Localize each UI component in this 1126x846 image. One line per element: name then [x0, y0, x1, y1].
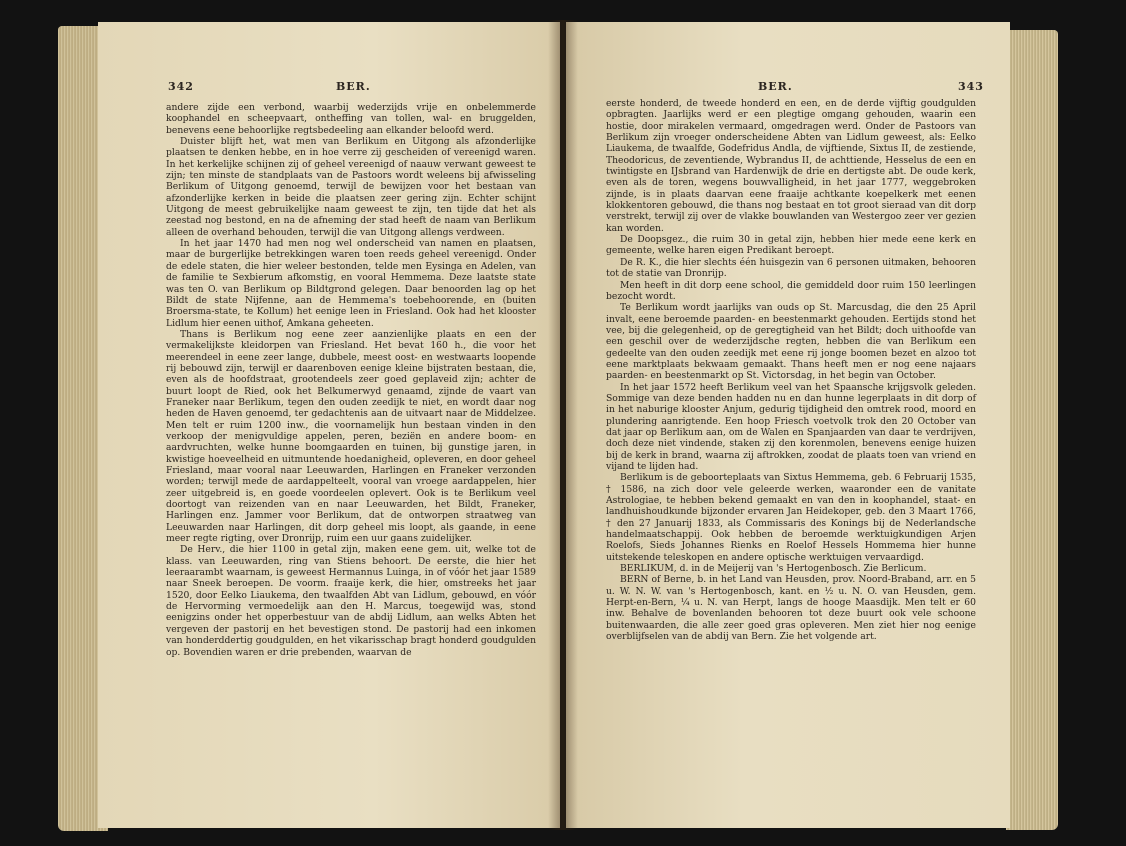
running-head-right: BER.	[758, 80, 793, 93]
book-gutter	[548, 20, 578, 830]
paragraph: BERLIKUM, d. in de Meijerij van 's Hertogenbosch. Zie Berlicum.	[620, 563, 927, 575]
paragraph: Duister blijft het, wat men van Berlikum en Uitgong als afzonderlijke plaatsen te denken hebbe, en in hoe verre zij gescheiden of vereenigd waren. In het kerkelijke schijnen zij of geheel vereenigd of naauw verwant geweest te zijn; ten minste de standplaats van de Pastoors wordt weleens bij afwisseling Berlikum of Uitgong genoemd, terwijl de bewijzen voor het bestaan van afzonderlijke kerken in beide die plaatsen zeer gering zijn. Echter schijnt Uitgong de meest gebruikelijke naam geweest te zijn, ten tijde dat het als zeestad nog bestond, en na de afneming der stad heeft de naam van Berlikum alleen de overhand behouden, terwijl die van Uitgong allengs verdween.	[166, 136, 536, 238]
page-number-left: 342	[168, 80, 194, 93]
left-page-text	[166, 102, 536, 658]
paragraph: eerste honderd, de tweede honderd en een, en de derde vijftig goudgulden opbragten. Jaarlijks werd er een plegtige omgang gehouden, waarin een hostie, door mirakelen vermaard, omgedragen werd. Onder de Pastoors van Berlikum zijn vroeger onderscheidene Abten van Lidlum geweest, als: Eelko Liaukema, de twaalfde, Godefridus Andla, de vijftiende, Sixtus II, de zestiende, Theodoricus, de zeventiende, Wybrandus II, de achttiende, Hesselus de een en twintigste en IJsbrand van Hardenwijk de drie en dertigste abt. De oude kerk, even als de toren, wegens bouwvalligheid, in het jaar 1777, weggebroken zijnde, is in plaats daarvan eene fraaije achtkante koepelkerk met eenen klokkentoren gebouwd, die thans nog bestaat en tot groot sieraad van dit dorp verstrekt, terwijl zij over de vlakke bouwlanden van Westergoo zeer ver gezien kan worden.	[606, 98, 976, 234]
paragraph: De Doopsgez., die ruim 30 in getal zijn, hebben hier mede eene kerk en gemeente, welke haren eigen Predikant beroept.	[606, 234, 976, 257]
paragraph: De Herv., die hier 1100 in getal zijn, maken eene gem. uit, welke tot de klass. van Leeuwarden, ring van Stiens behoort. De eerste, die hier het leeraarambt waarnam, is geweest Hermannus Luinga, in of vóór het jaar 1589 naar Sneek beroepen. De voorm. fraaije kerk, die hier, omstreeks het jaar 1520, door Eelko Liaukema, den twaalfden Abt van Lidlum, gebouwd, en vóór de Hervorming vermoedelijk aan den H. Marcus, toegewijd was, stond eenigzins onder het opperbestuur van de abdij Lidlum, aan welks Abten het vergeven der pastorij en het bevestigen stond. De pastorij had een inkomen van honderddertig goudgulden, en het vikarisschap bragt honderd goudgulden op. Bovendien waren er drie prebenden, waarvan de	[166, 544, 536, 658]
paragraph: In het jaar 1470 had men nog wel onderscheid van namen en plaatsen, maar de burgerlijke betrekkingen waren toen reeds geheel vereenigd. Onder de edele staten, die hier weleer bestonden, telde men Eysinga en Adelen, van de familie te Sexbierum afkomstig, en vooral Hemmema. Deze laatste state was ten O. van Berlikum op Bildtgrond gelegen. Daar benoorden lag op het Bildt de state Nijfenne, aan de Hemmema's toebehoorende, en (buiten Broersma-state, te Kollum) het eenige leen in Friesland. Ook had het klooster Lidlum hier eenen uithof, Amkana geheeten.	[166, 238, 536, 329]
page-number-right: 343	[958, 80, 984, 93]
left-page	[98, 22, 560, 828]
paragraph: Te Berlikum wordt jaarlijks van ouds op St. Marcusdag, die den 25 April invalt, eene beroemde paarden- en beestenmarkt gehouden. Eertijds stond het vee, bij die gelegenheid, op de geregtigheid van het Bildt; doch uithoofde van een geschil over de wederzijdsche regten, hebben die van Berlikum een gedeelte van den ouden zeedijk met eene rij jonge boomen bezet en alzoo tot eene marktplaats bekwaam gemaakt. Thans heeft men er nog eene najaars paarden- en beestenmarkt op St. Victorsdag, in het begin van October.	[606, 302, 976, 382]
paragraph: Men heeft in dit dorp eene school, die gemiddeld door ruim 150 leerlingen bezocht wordt.	[606, 279, 976, 302]
paragraph: In het jaar 1572 heeft Berlikum veel van het Spaansche krijgsvolk geleden. Sommige van deze benden hadden nu en dan hunne legerplaats in dit dorp of in het naburige klooster Anjum, gedurig tijdigheid den omtrek rood, moord en plundering aanrigtende. Een hoop Friesch voetvolk trok den 20 October van dat jaar op Berlikum aan, om de Walen en Spanjaarden van daar te verdrijven, doch deze niet vindende, staken zij den korenmolen, benevens eenige huizen bij de kerk in brand, waarna zij aftrokken, zoodat de plaats toen van vriend en vijand te lijden had.	[606, 381, 976, 472]
right-page-text	[606, 98, 976, 643]
paragraph: BERN of Berne, b. in het Land van Heusden, prov. Noord-Braband, arr. en 5 u. W. N. W. van 's Hertogenbosch, kant. en ½ u. N. O. van Heusden, gem. Herpt-en-Bern, ¼ u. N. van Herpt, langs de hooge Maasdijk. Men telt er 60 inw. Behalve de bovenlanden behooren tot deze buurt ook vele schoone buitenwaarden, die alle zeer goed gras opleveren. Men ziet hier nog eenige overblijfselen van de abdij van Bern. Zie het volgende art.	[606, 574, 976, 643]
paragraph: andere zijde een verbond, waarbij wederzijds vrije en onbelemmerde koophandel en scheepvaart, ontheffing van tollen, wal- en bruggelden, benevens eene behoorlijke regtsbedeeling aan elkander beloofd werd.	[166, 102, 536, 136]
right-page	[566, 22, 1010, 828]
page-edges-right	[1006, 30, 1058, 830]
paragraph: Thans is Berlikum nog eene zeer aanzienlijke plaats en een der vermakelijkste kleidorpen van Friesland. Het bevat 160 h., die voor het meerendeel in eene zeer lange, dubbele, meest oost- en westwaarts loopende rij bebouwd zijn, terwijl er daarenboven eenige kleine bijstraten bestaan, die, even als de hoofdstraat, grootendeels zeer goed geplaveid zijn; achter de buurt loopt de Ried, ook het Belkumerwyd genaamd, zijnde de vaart van Franeker naar Berlikum, tegen den ouden zeedijk te niet, en wordt daar nog heden de Haven genoemd, ter gedachtenis aan de uitvaart naar de Middelzee. Men telt er ruim 1200 inw., die voornamelijk hun bestaan vinden in den verkoop der menigvuldige appelen, peren, beziën en andere boom- en aardvruchten, welke hunne boomgaarden en tuinen, bij gunstige jaren, in kwistige hoeveelheid en uitmuntende hoedanigheid, opleveren, en door geheel Friesland, maar vooral naar Leeuwarden, Harlingen en Franeker verzonden worden; terwijl mede de aardappelteelt, vooral van vroege aardappelen, hier zeer uitgebreid is, en goede voordeelen oplevert. Ook is te Berlikum veel doortogt van reizenden van en naar Leeuwarden, het Bildt, Franeker, Harlingen enz. Jammer voor Berlikum, dat de ontworpen straatweg van Leeuwarden naar Harlingen, dit dorp geheel mis loopt, als gaande, in eene meer regte rigting, over Dronrijp, ruim een uur gaans zuidelijker.	[166, 328, 536, 545]
paragraph: De R. K., die hier slechts één huisgezin van 6 personen uitmaken, behooren tot de statie van Dronrijp.	[606, 256, 976, 280]
running-head-left: BER.	[336, 80, 371, 93]
paragraph: Berlikum is de geboorteplaats van Sixtus Hemmema, geb. 6 Februarij 1535, † 1586, na zich door vele geleerde werken, waaronder een de vanitate Astrologiae, te hebben bekend gemaakt en van den in koophandel, staat- en landhuishoudkunde bijzonder ervaren Jan Heidekoper, geb. den 3 Maart 1766, † den 27 Januarij 1833, als Commissaris des Konings bij de Nederlandsche handelmaatschappij. Ook hebben de beroemde werktuigkundigen Arjen Roelofs, Sieds Johannes Rienks en Roelof Hessels Hommema hier hunne uitstekende teleskopen en andere optische werktuigen vervaardigd.	[606, 472, 976, 563]
